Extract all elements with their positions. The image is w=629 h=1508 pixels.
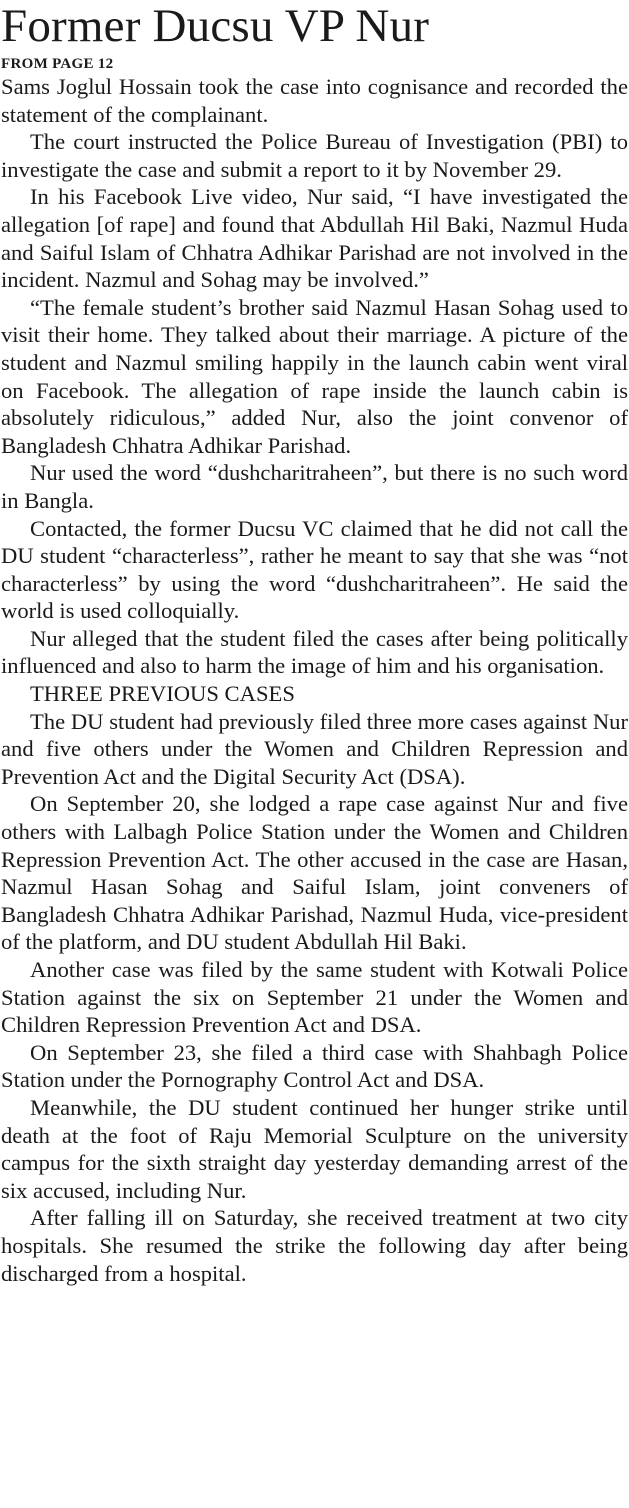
article-headline: Former Ducsu VP Nur [1,0,430,52]
paragraph-10: Another case was filed by the same student with Kotwali Police Station against the six on September 21 under the Women and Children Repression Prevention Act and DSA. [1,957,628,1038]
paragraph-13: After falling ill on Saturday, she received treatment at two city hospitals. She resumed the strike the following day after being discharged from a hospital. [1,1205,628,1286]
paragraph-3: In his Facebook Live video, Nur said, “I have investigated the allegation [of rape] and found that Abdullah Hil Baki, Nazmul Huda and Saiful Islam of Chhatra Adhikar Parishad are not involved in the incident. Nazmul and Sohag may be involved.” [1,184,628,293]
paragraph-7: Nur alleged that the student filed the cases after being politically influenced and also to harm the image of him and his organisation. [1,625,628,679]
paragraph-12: Meanwhile, the DU student continued her hunger strike until death at the foot of Raju Memorial Sculpture on the university campus for the sixth straight day yesterday demanding arrest of the six accused, including Nur. [1,1094,628,1203]
paragraph-4: “The female student’s brother said Nazmul Hasan Sohag used to visit their home. They talked about their marriage. A picture of the student and Nazmul smiling happily in the launch cabin went viral on Facebook. The allegation of rape inside the launch cabin is absolutely ridiculous,” added Nur, also the joint convenor of Bangladesh Chhatra Adhikar Parishad. [1,294,628,458]
continued-from-line: FROM PAGE 12 [1,56,114,72]
paragraph-1: Sams Joglul Hossain took the case into cognisance and recorded the statement of the complainant. [1,74,628,127]
paragraph-9: On September 20, she lodged a rape case against Nur and five others with Lalbagh Police Station under the Women and Children Repression Prevention Act. The other accused in the case are Hasan, Nazmul Hasan Sohag and Saiful Islam, joint conveners of Bangladesh Chhatra Adhikar Parishad, Nazmul Huda, vice-president of the platform, and DU student Abdullah Hil Baki. [1,791,628,955]
article-body [1,73,628,1287]
paragraph-2: The court instructed the Police Bureau of Investigation (PBI) to investigate the case and submit a report to it by November 29. [1,129,628,182]
news-article [0,2,629,1508]
paragraph-6: Contacted, the former Ducsu VC claimed that he did not call the DU student “characterless”, rather he meant to say that she was “not characterless” by using the word “dushcharitraheen”. He said the world is used colloquially. [1,515,628,624]
paragraph-8: The DU student had previously filed three more cases against Nur and five others under the Women and Children Repression and Prevention Act and the Digital Security Act (DSA). [1,708,628,789]
section-subheading: THREE PREVIOUS CASES [30,681,295,707]
paragraph-5: Nur used the word “dushcharitraheen”, but there is no such word in Bangla. [1,460,628,513]
paragraph-11: On September 23, she filed a third case with Shahbagh Police Station under the Pornography Control Act and DSA. [1,1039,628,1093]
